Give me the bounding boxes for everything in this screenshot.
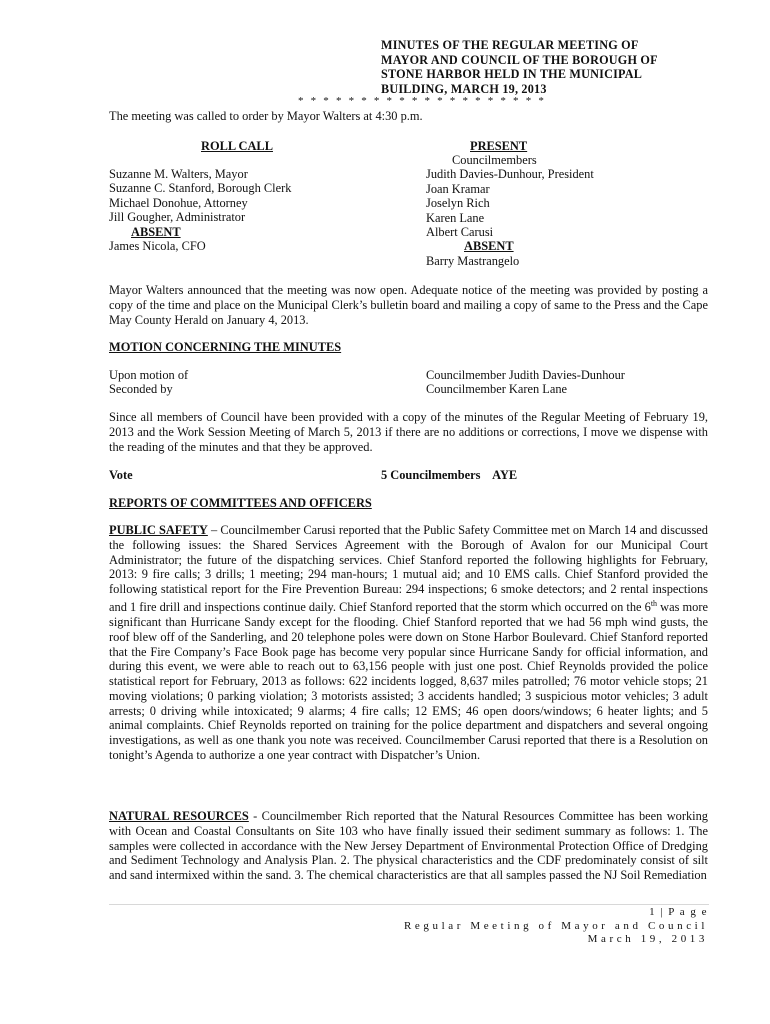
second-label: Seconded by <box>109 382 173 396</box>
natural-resources-label: NATURAL RESOURCES <box>109 809 249 823</box>
councilmembers-subheading: Councilmembers <box>452 153 537 167</box>
document-title <box>381 38 711 96</box>
councilmember-name: Karen Lane <box>426 210 485 225</box>
star-divider: * * * * * * * * * * * * * * * * * * * * <box>298 95 547 107</box>
title-line: STONE HARBOR HELD IN THE MUNICIPAL <box>381 67 643 82</box>
present-heading: PRESENT <box>470 139 528 153</box>
roll-call-absent-label: ABSENT <box>131 224 181 239</box>
motion-heading: MOTION CONCERNING THE MINUTES <box>109 340 342 354</box>
councilmember-name: Albert Carusi <box>426 225 494 240</box>
reports-heading: REPORTS OF COMMITTEES AND OFFICERS <box>109 496 372 510</box>
public-safety-label: PUBLIC SAFETY <box>109 523 208 537</box>
official-name: Suzanne C. Stanford, Borough Clerk <box>109 181 292 196</box>
title-line: MAYOR AND COUNCIL OF THE BOROUGH OF <box>381 52 658 67</box>
councilmember-name: Joselyn Rich <box>426 196 490 211</box>
page-number: 1 | P a g e <box>649 906 708 918</box>
ordinal-suffix: th <box>650 598 658 608</box>
vote-result: 5 Councilmembers AYE <box>381 468 518 482</box>
roll-call-absent-name: James Nicola, CFO <box>109 239 206 254</box>
called-to-order: The meeting was called to order by Mayor Walters at 4:30 p.m. <box>109 109 423 123</box>
roll-call-heading: ROLL CALL <box>201 139 273 153</box>
official-name: Jill Gougher, Administrator <box>109 210 246 225</box>
motion-by: Councilmember Judith Davies-Dunhour <box>426 368 625 382</box>
footer-date: March 19, 2013 <box>587 933 708 945</box>
second-by: Councilmember Karen Lane <box>426 382 568 396</box>
natural-resources-text: - Councilmember Rich reported that the Natural Resources Committee has been working with Ocean and Coastal Consultants on Site 103 who have finally issued their sediment summary as follows: 1. The samples were collected in accordance with the New Jersey Department of Environmental Protection Office of Dredging and Sediment Technology and Analysis Plan. 2. The physical characteristics and the CDF predominately consist of silt and sand intermixed within the sand. 3. The chemical characteristics are that all samples passed the NJ Soil Remediation <box>109 809 709 883</box>
present-absent-label: ABSENT <box>464 239 514 254</box>
public-safety-text-cont: was more significant than Hurricane Sandy except for the flooding. Chief Stanford reported that we had 56 mph wind gusts, the roof blew off of the Sanderling, and 20 telephone poles were down on Stone Harbor Boulevard. Chief Stanford reported that the Fire Company’s Face Book page has become very popular since Hurricane Sandy for official information, and during this event, we were able to reach out to 63,156 people with just one post. Chief Reynolds provided the police statistical report for February, 2013 as follows: 622 incidents logged, 8,637 miles patrolled; 76 motor vehicle stops; 21 moving violations; 0 parking violation; 3 motorists assisted; 3 accidents handled; 3 suspicious motor vehicles; 3 adult arrests; 0 driving while intoxicated; 9 alarms; 4 fire calls; 12 EMS; 46 open doors/windows; 6 heater lights; and 5 animal complaints. Chief Reynolds reported on training for the police department and dispatchers and several ongoing investigations, as well as one thank you note was received. Councilmember Carusi reported that there is a Resolution on tonight’s Agenda to authorize a one year contract with Dispatcher’s Union. <box>109 600 708 763</box>
footer-divider <box>109 904 709 905</box>
natural-resources-paragraph <box>109 809 708 883</box>
public-safety-text: – Councilmember Carusi reported that the Public Safety Committee met on March 14 and discussed the following issues: the Shared Services Agreement with the Borough of Avalon for our Municipal Court Administrator; the future of the dispatching services. Chief Stanford reported the following highlights for February, 2013: 9 fire calls; 3 drills; 1 meeting; 294 man-hours; 1 mutual aid; and 10 EMS calls. Chief Stanford provided the following statistical report for the Fire Prevention Bureau: 294 inspections; 6 smoke detectors; and 2 rental inspections and 1 fire drill and inspections continue daily. Chief Stanford reported that the storm which occurred on the 6 <box>109 523 708 615</box>
title-line: MINUTES OF THE REGULAR MEETING OF <box>381 38 639 52</box>
title-line: BUILDING, MARCH 19, 2013 <box>381 81 547 96</box>
present-absent-name: Barry Mastrangelo <box>426 253 520 268</box>
footer-meeting-title: Regular Meeting of Mayor and Council <box>403 920 708 932</box>
vote-label: Vote <box>109 468 133 482</box>
official-name: Suzanne M. Walters, Mayor <box>109 167 248 181</box>
councilmember-name: Joan Kramar <box>426 181 490 196</box>
motion-label: Upon motion of <box>109 368 189 382</box>
announcement-paragraph: Mayor Walters announced that the meeting was now open. Adequate notice of the meeting was provided by posting a copy of the time and place on the Municipal Clerk’s bulletin board and mailing a copy of same to the Press and the Cape May County Herald on January 4, 2013. <box>109 283 708 327</box>
councilmember-name: Judith Davies-Dunhour, President <box>426 167 594 182</box>
public-safety-paragraph <box>109 523 708 763</box>
present-list <box>426 153 594 268</box>
motion-text: Since all members of Council have been provided with a copy of the minutes of the Regular Meeting of February 19, 2013 and the Work Session Meeting of March 5, 2013 if there are no additions or corrections, I move we dispense with the reading of the minutes and that they be approved. <box>109 410 708 454</box>
roll-call-list <box>109 167 291 253</box>
official-name: Michael Donohue, Attorney <box>109 195 248 210</box>
